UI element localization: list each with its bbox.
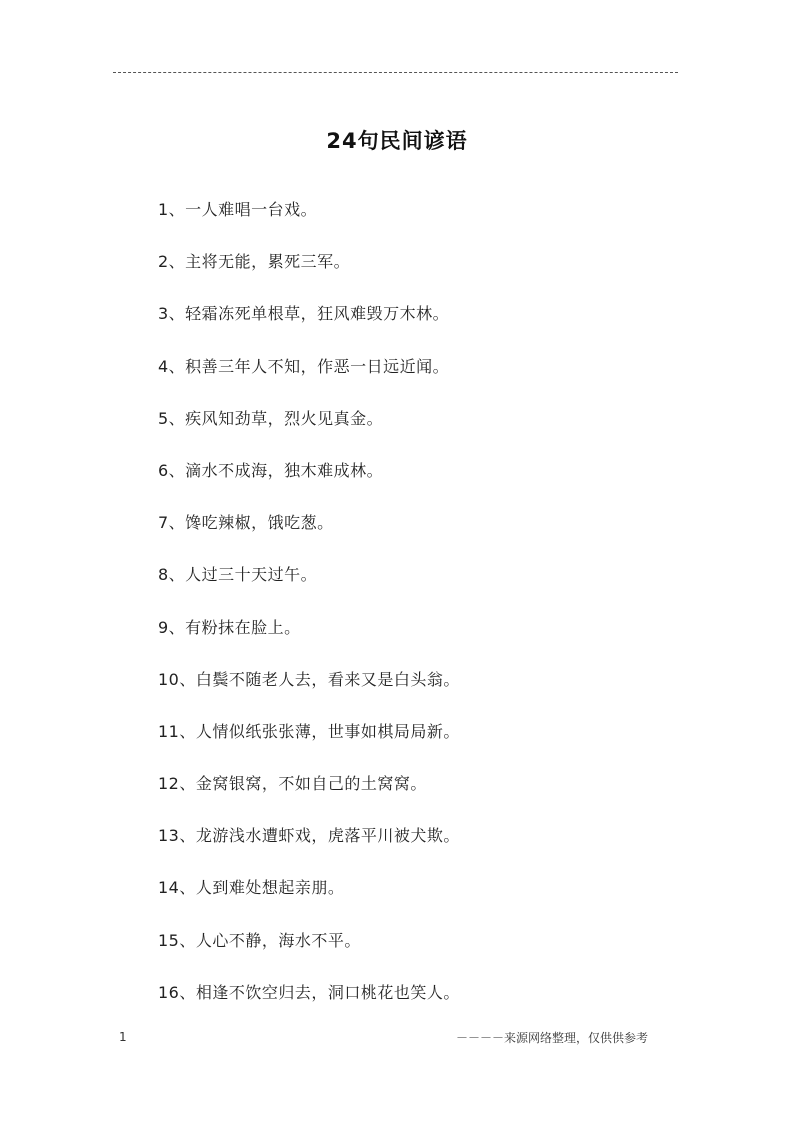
page-number: 1 xyxy=(119,1030,127,1044)
list-item: 2、主将无能，累死三军。 xyxy=(158,252,351,272)
list-item: 6、滴水不成海，独木难成林。 xyxy=(158,460,384,480)
list-item: 14、人到难处想起亲朋。 xyxy=(158,878,345,898)
list-item: 16、相逢不饮空归去，洞口桃花也笑人。 xyxy=(158,982,460,1002)
list-item: 9、有粉抹在脸上。 xyxy=(158,617,301,637)
list-item: 4、积善三年人不知，作恶一日远近闻。 xyxy=(158,356,450,376)
document-title: 24句民间谚语 xyxy=(326,129,468,153)
list-item: 13、龙游浅水遭虾戏，虎落平川被犬欺。 xyxy=(158,826,460,846)
list-item: 7、馋吃辣椒，饿吃葱。 xyxy=(158,513,334,533)
list-item: 12、金窝银窝，不如自己的土窝窝。 xyxy=(158,774,427,794)
list-item: 1、一人难唱一台戏。 xyxy=(158,200,318,219)
proverb-list xyxy=(158,197,460,1032)
list-item: 8、人过三十天过午。 xyxy=(158,565,318,585)
list-item: 5、疾风知劲草，烈火见真金。 xyxy=(158,408,384,428)
footer-note: －－－－来源网络整理，仅供供参考 xyxy=(455,1031,648,1045)
list-item: 3、轻霜冻死单根草，狂风难毁万木林。 xyxy=(158,304,450,324)
header-dashed-rule xyxy=(113,72,678,73)
list-item: 15、人心不静，海水不平。 xyxy=(158,930,361,950)
list-item: 11、人情似纸张张薄，世事如棋局局新。 xyxy=(158,721,460,741)
list-item: 10、白鬓不随老人去，看来又是白头翁。 xyxy=(158,669,460,689)
